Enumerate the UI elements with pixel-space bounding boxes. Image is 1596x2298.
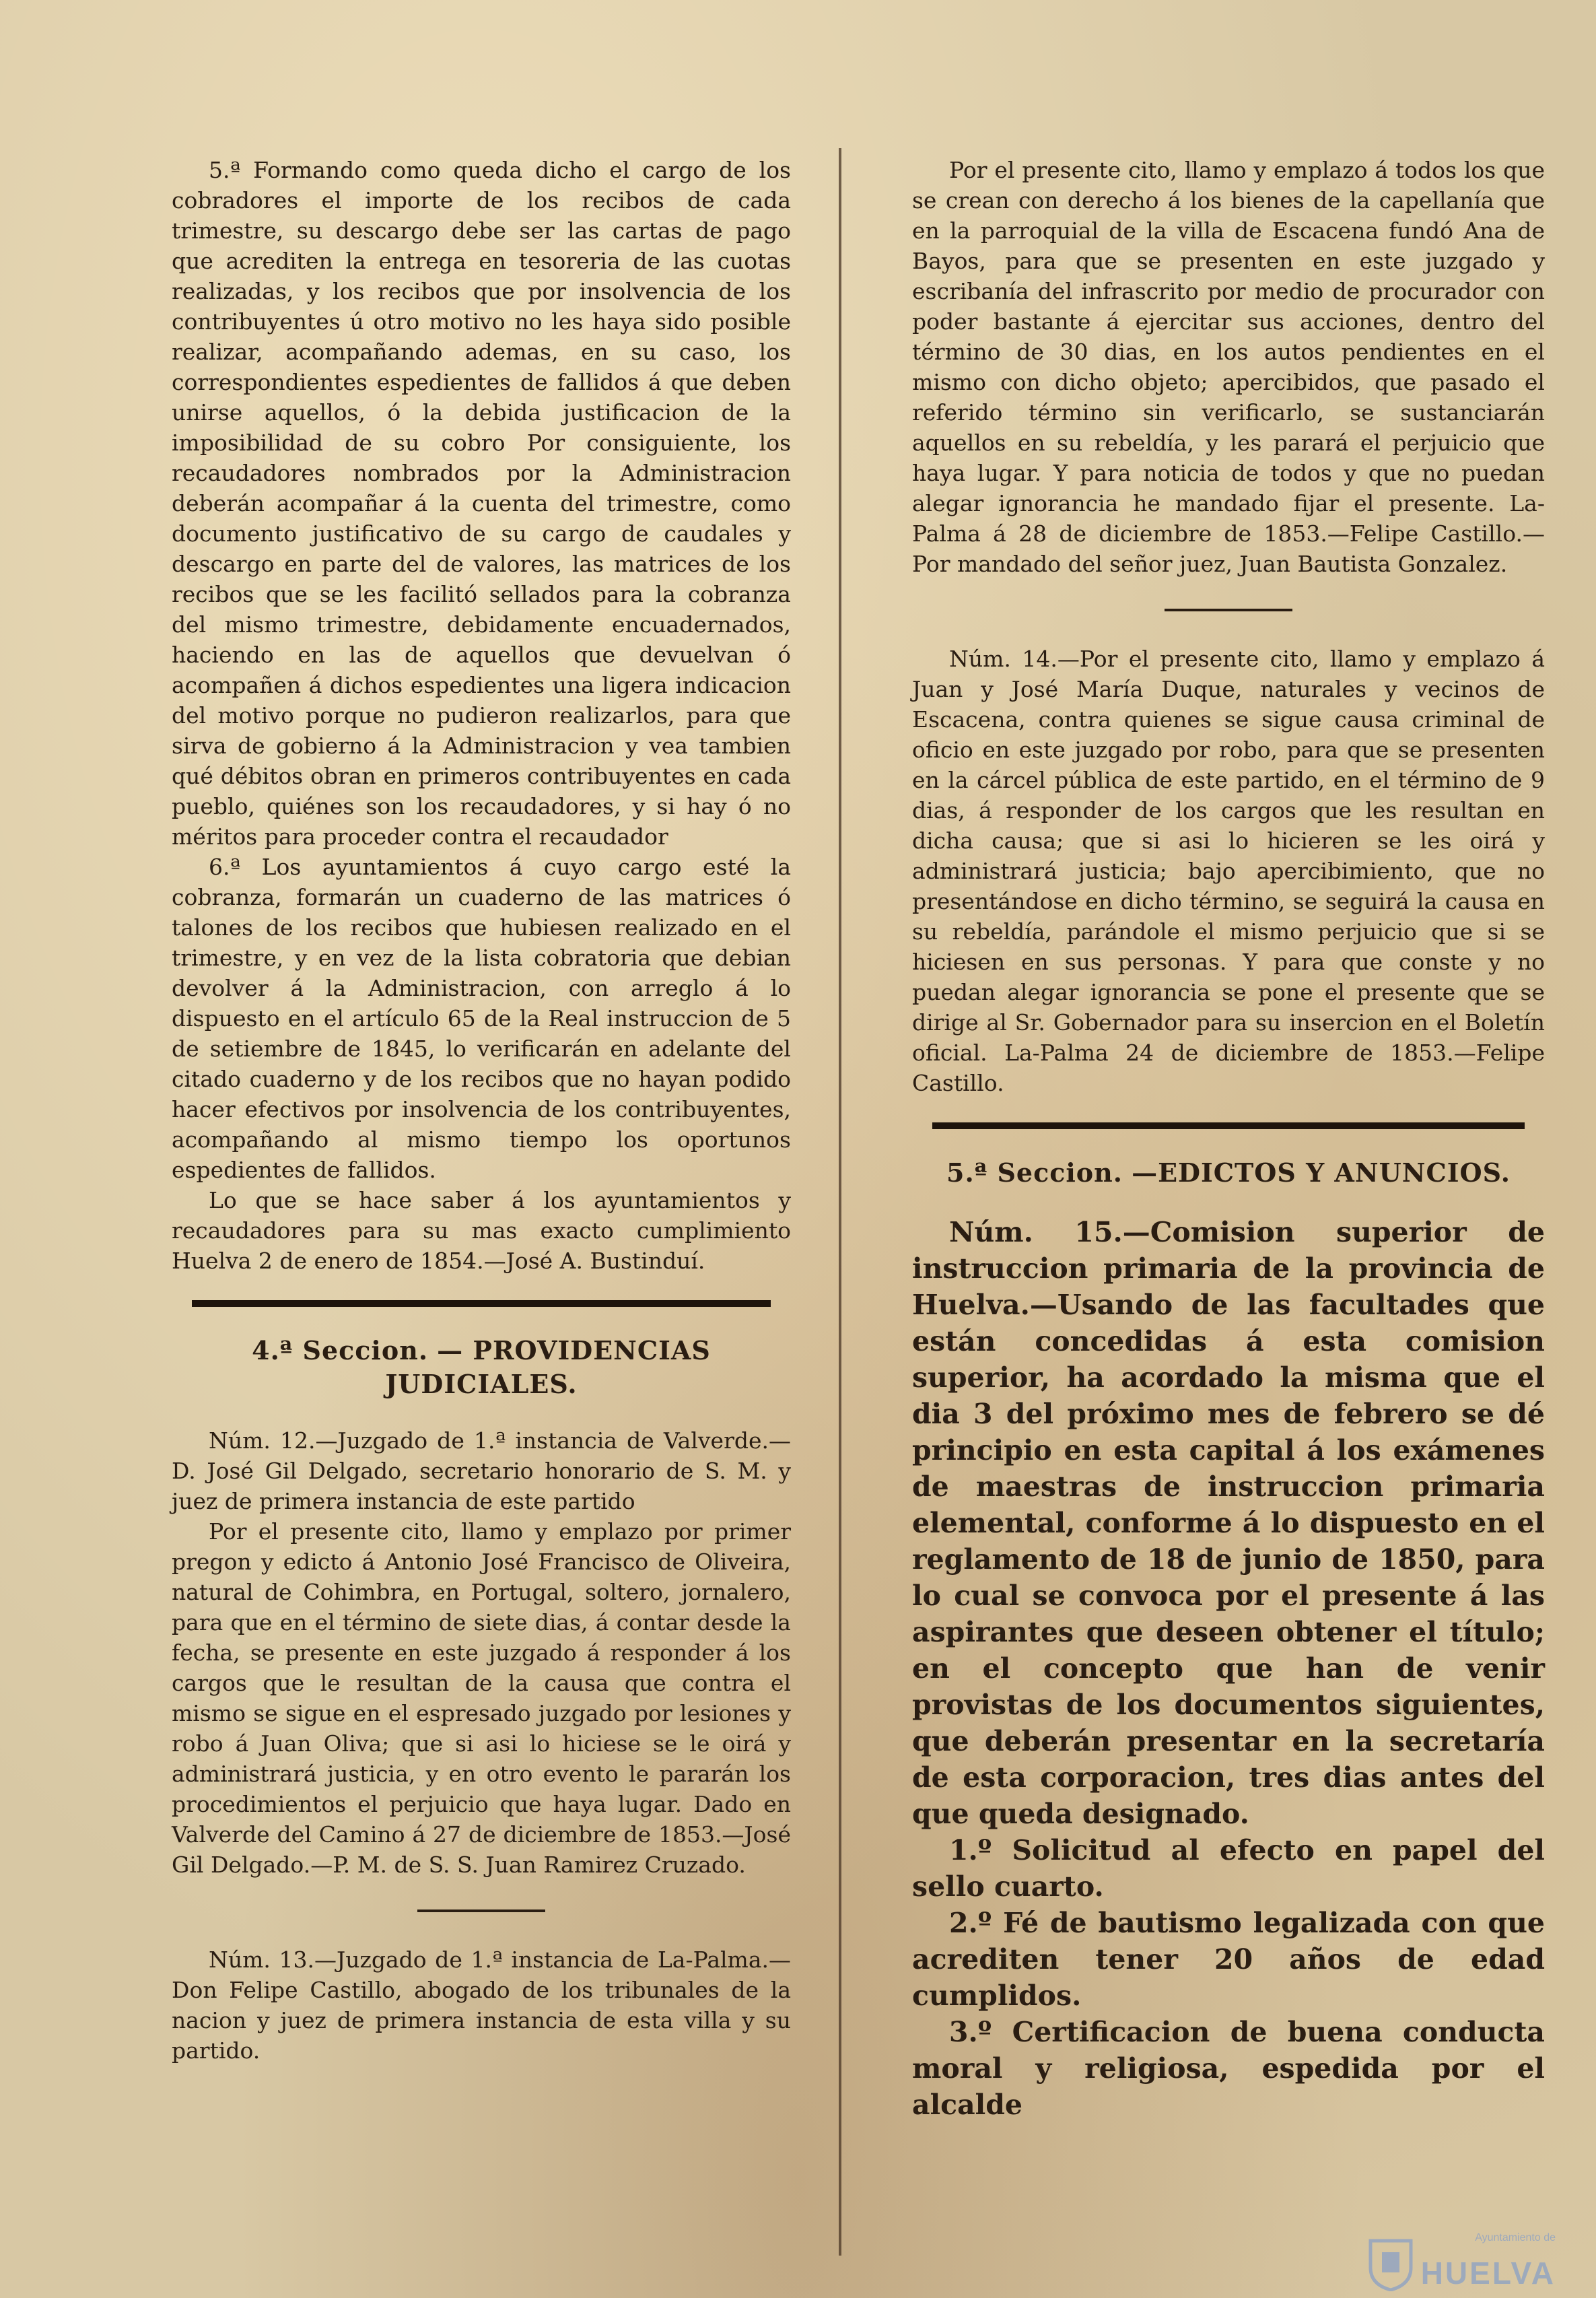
section-rule [932, 1122, 1525, 1129]
right-column [912, 155, 1545, 2123]
archive-watermark [1367, 2232, 1556, 2291]
notice-13-body: Por el presente cito, llamo y emplazo á todos los que se crean con derecho á los bienes de la capellanía que en la parroquial de la villa de Escacena fundó Ana de Bayos, para que se presenten en este juzgado y escribanía del infrascrito por medio de procurador con poder bastante á ejercitar sus acciones, dentro del término de 30 dias, en los autos pendientes en el mismo con dicho objeto; apercibidos, que pasado el referido término sin verificarlo, se sustanciarán aquellos en su rebeldía, y les parará el perjuicio que haya lugar. Y para noticia de todos y que no puedan alegar ignorancia he mandado fijar el presente. La-Palma á 28 de diciembre de 1853.—Felipe Castillo.—Por mandado del señor juez, Juan Bautista Gonzalez. [912, 157, 1545, 577]
column-divider [839, 148, 841, 2256]
requirement-1: 1.º Solicitud al efecto en papel del sello cuarto. [912, 1834, 1545, 1903]
section-5-heading [912, 1156, 1545, 1190]
notice-14: Núm. 14.—Por el presente cito, llamo y emplazo á Juan y José María Duque, naturales y vecinos de Escacena, contra quienes se sigue causa criminal de oficio en este juzgado por robo, para que se presenten en la cárcel pública de este partido, en el término de 9 dias, á responder de los cargos que les resultan en dicha causa; que si asi lo hicieren se les oirá y administrará justicia; bajo apercibimiento, que no presentándose en dicho término, se seguirá la causa en su rebeldía, parándole el mismo perjuicio que si se hiciesen en sus personas. Y para que conste y no puedan alegar ignorancia se pone el presente que se dirige al Sr. Gobernador para su insercion en el Boletín oficial. La-Palma 24 de diciembre de 1853.—Felipe Castillo. [912, 646, 1545, 1096]
requirement-3: 3.º Certificacion de buena conducta moral y religiosa, espedida por el alcalde [912, 2016, 1545, 2121]
notice-12-body: Por el presente cito, llamo y emplazo por primer pregon y edicto á Antonio José Francisco de Oliveira, natural de Cohimbra, en Portugal, soltero, jornalero, para que en el término de siete dias, á contar desde la fecha, se presente en este juzgado á responder á los cargos que le resultan de la causa que contra el mismo se sigue en el espresado juzgado por lesiones y robo á Juan Oliva; que si asi lo hiciese se le oirá y administrará justicia, y en otro evento le pararán los procedimientos el perjuicio que haya lugar. Dado en Valverde del Camino á 27 de diciembre de 1853.—José Gil Delgado.—P. M. de S. S. Juan Ramirez Cruzado. [172, 1518, 791, 1878]
left-column [172, 155, 791, 2066]
section-5-title: —EDICTOS Y ANUNCIOS. [1132, 1157, 1511, 1188]
watermark-caption: Ayuntamiento de [1475, 2232, 1556, 2243]
section-5-number: 5.ª Seccion. [946, 1157, 1123, 1188]
section-rule [192, 1300, 771, 1307]
notice-13-heading: Núm. 13.—Juzgado de 1.ª instancia de La-Palma.—Don Felipe Castillo, abogado de los tribunales de la nacion y juez de primera instancia de esta villa y su partido. [172, 1947, 791, 2064]
paragraph-item-6: 6.ª Los ayuntamientos á cuyo cargo esté la cobranza, formarán un cuaderno de las matrices ó talones de los recibos que hubiesen realizado en el trimestre, y en vez de la lista cobratoria que debian devolver á la Administracion, con arreglo á lo dispuesto en el artículo 65 de la Real instruccion de 5 de setiembre de 1845, lo verificarán en adelante del citado cuaderno y de los recibos que no hayan podido hacer efectivos por insolvencia de los contribuyentes, acompañando al mismo tiempo los oportunos espedientes de fallidos. [172, 854, 791, 1183]
city-crest-icon [1367, 2237, 1414, 2291]
paragraph-item-5: 5.ª Formando como queda dicho el cargo de los cobradores el importe de los recibos de cada trimestre, su descargo debe ser las cartas de pago que acrediten la entrega en tesoreria de las cuotas realizadas, y los recibos que por insolvencia de los contribuyentes ú otro motivo no les haya sido posible realizar, acompañando ademas, en su caso, los correspondientes espedientes de fallidos á que deben unirse aquellos, ó la debida justificacion de la imposibilidad de su cobro Por consiguiente, los recaudadores nombrados por la Administracion deberán acompañar á la cuenta del trimestre, como documento justificativo de su cargo de caudales y descargo en parte del de valores, las matrices de los recibos que se les facilitó sellados para la cobranza del mismo trimestre, debidamente encuadernados, haciendo en las de aquellos que devuelvan ó acompañen á dichos espedientes una ligera indicacion del motivo porque no pudieron realizarlos, para que sirva de gobierno á la Administracion y vea tambien qué débitos obran en primeros contribuyentes en cada pueblo, quiénes son los recaudadores, y si hay ó no méritos para proceder contra el recaudador [172, 157, 791, 850]
notice-12-heading: Núm. 12.—Juzgado de 1.ª instancia de Valverde.—D. José Gil Delgado, secretario honorario de S. M. y juez de primera instancia de este partido [172, 1427, 791, 1514]
section-4-title: — PROVIDENCIAS JUDICIALES. [385, 1335, 711, 1399]
watermark-city: HUELVA [1420, 2256, 1556, 2291]
notice-separator [417, 1910, 545, 1912]
section-4-number: 4.ª Seccion. [252, 1335, 429, 1365]
requirement-2: 2.º Fé de bautismo legalizada con que acrediten tener 20 años de edad cumplidos. [912, 1907, 1545, 2012]
notice-separator [1165, 609, 1292, 611]
section-4-heading [172, 1334, 791, 1401]
notice-15-body: Núm. 15.—Comision superior de instruccion primaria de la provincia de Huelva.—Usando de las facultades que están concedidas á esta comision superior, ha acordado la misma que el dia 3 del próximo mes de febrero se dé principio en esta capital á los exámenes de maestras de instruccion primaria elemental, conforme á lo dispuesto en el reglamento de 18 de junio de 1850, para lo cual se convoca por el presente á las aspirantes que deseen obtener el título; en el concepto que han de venir provistas de los documentos siguientes, que deberán presentar en la secretaría de esta corporacion, tres dias antes del que queda designado. [912, 1216, 1545, 1830]
closing-paragraph: Lo que se hace saber á los ayuntamientos y recaudadores para su mas exacto cumplimiento Huelva 2 de enero de 1854.—José A. Bustinduí. [172, 1187, 791, 1274]
notice-15 [912, 1214, 1545, 2123]
